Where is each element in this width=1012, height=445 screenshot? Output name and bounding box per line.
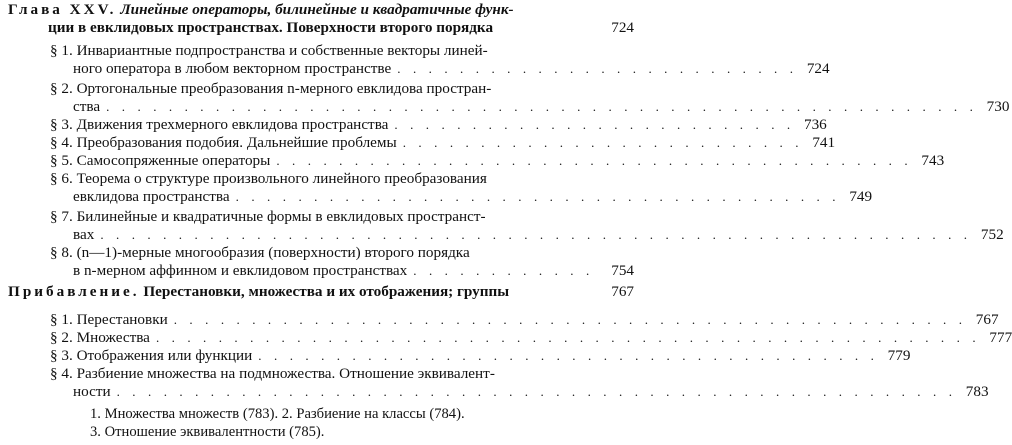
leader-dots: . . . . . . . . . . . . . . . . . . . . . . . . . . . . . . . . . . . . . . . (235, 189, 841, 204)
leader-dots: . . . . . . . . . . . . . . . . . . . . . . . . . . . . . . . . . . . . . . . . . . . . . . . . . . . . . . . . (100, 227, 972, 242)
section-title: Инвариантные подпространства и собственные векторы линей- (76, 42, 488, 59)
appendix-heading (8, 283, 634, 301)
section-title: Разбиение множества на подмножества. Отношение эквивалент- (76, 365, 495, 382)
section-page: 749 (849, 188, 873, 205)
section-page: 741 (812, 134, 836, 151)
section-number: § 6. (50, 170, 73, 187)
appendix-entry-4-line1 (50, 365, 634, 383)
section-page: 724 (806, 60, 830, 77)
toc-entry-2-line2 (73, 98, 1010, 116)
section-number: § 5. (50, 152, 73, 169)
toc-entry-8-line1 (50, 244, 634, 262)
chapter-title-line2: ции в евклидовых пространствах. Поверхности второго порядка (48, 19, 494, 36)
section-title: Преобразования подобия. Дальнейшие проблемы (76, 134, 397, 151)
section-title-cont: ства (73, 98, 101, 115)
section-page: 767 (975, 311, 999, 328)
toc-entry-2-line1 (50, 80, 634, 98)
section-number: § 3. (50, 347, 73, 364)
toc-entry-7-line2 (73, 226, 1004, 244)
section-page: 752 (980, 226, 1004, 243)
section-page: 777 (989, 329, 1012, 346)
section-title-cont: ности (73, 383, 111, 400)
appendix-subitems-line1: 1. Множества множеств (783). 2. Разбиение на классы (784). (90, 406, 465, 422)
section-page: 779 (887, 347, 911, 364)
section-number: § 7. (50, 208, 73, 225)
section-title: Ортогональные преобразования n-мерного евклидова простран- (76, 80, 492, 97)
appendix-entry-4-line2 (73, 383, 989, 401)
section-title-cont: евклидова пространства (73, 188, 230, 205)
section-title: Движения трехмерного евклидова пространства (76, 116, 389, 133)
leader-dots: . . . . . . . . . . . . . . . . . . . . . . . . . . . . . . . . . . . . . . . . . (276, 153, 913, 168)
section-title-cont: вах (73, 226, 95, 243)
section-page: 743 (921, 152, 945, 169)
toc-entry-1-line1 (50, 42, 634, 60)
leader-dots: . . . . . . . . . . . . . . . . . . . . . . . . . . (394, 117, 795, 132)
section-page: 754 (611, 262, 634, 279)
leader-dots: . . . . . . . . . . . . . . . . . . . . . . . . . . . . . . . . . . . . . . . . . . . . . . . . . . . . . . (116, 384, 957, 399)
toc-entry-7-line1 (50, 208, 634, 226)
section-number: § 2. (50, 329, 73, 346)
appendix-entry-3 (50, 347, 911, 365)
chapter-label: Глава XXV. (8, 1, 117, 18)
section-number: § 1. (50, 42, 73, 59)
section-page: 783 (965, 383, 989, 400)
toc-entry-5 (50, 152, 945, 170)
appendix-entry-1 (50, 311, 999, 329)
section-title: Билинейные и квадратичные формы в евклидовых пространст- (76, 208, 486, 225)
section-number: § 4. (50, 365, 73, 382)
section-title-cont: ного оператора в любом векторном пространстве (73, 60, 392, 77)
appendix-entry-2 (50, 329, 1012, 347)
section-number: § 2. (50, 80, 73, 97)
toc-entry-3 (50, 116, 827, 134)
section-number: § 4. (50, 134, 73, 151)
section-title: Теорема о структуре произвольного линейного преобразования (76, 170, 487, 187)
section-title-cont: в n-мерном аффинном и евклидовом пространствах (73, 262, 408, 279)
leader-dots: . . . . . . . . . . . . . . . . . . . . . . . . . . . . . . . . . . . . . . . . . . . . . . . . . . . . . . . . (106, 99, 978, 114)
leader-dots: . . . . . . . . . . . . . . . . . . . . . . . . . . . . . . . . . . . . . . . . (258, 348, 879, 363)
toc-entry-1-line2 (73, 60, 830, 78)
leader-dots: . . . . . . . . . . . . . . . . . . . . . . . . . . . . . . . . . . . . . . . . . . . . . . . . . . . . . (155, 330, 981, 345)
chapter-heading-line1 (8, 1, 634, 19)
section-number: § 8. (50, 244, 73, 261)
section-number: § 1. (50, 311, 73, 328)
appendix-title: Перестановки, множества и их отображения; группы (143, 283, 510, 300)
section-number: § 3. (50, 116, 73, 133)
toc-entry-6-line2 (73, 188, 873, 206)
appendix-page-number: 767 (611, 283, 634, 300)
leader-dots: . . . . . . . . . . . . (413, 263, 594, 278)
chapter-title-line1: Линейные операторы, билинейные и квадратичные функ- (120, 1, 514, 18)
leader-dots: . . . . . . . . . . . . . . . . . . . . . . . . . . (397, 61, 798, 76)
leader-dots: . . . . . . . . . . . . . . . . . . . . . . . . . . . . . . . . . . . . . . . . . . . . . . . . . . . (173, 312, 967, 327)
section-title: (n—1)-мерные многообразия (поверхности) второго порядка (76, 244, 470, 261)
section-title: Перестановки (76, 311, 168, 328)
section-title: Множества (76, 329, 150, 346)
toc-entry-4 (50, 134, 836, 152)
leader-dots: . . . . . . . . . . . . . . . . . . . . . . . . . . (402, 135, 804, 150)
section-page: 736 (803, 116, 827, 133)
toc-entry-8-line2 (73, 262, 634, 280)
section-title: Отображения или функции (76, 347, 253, 364)
section-title: Самосопряженные операторы (76, 152, 271, 169)
toc-entry-6-line1 (50, 170, 634, 188)
section-page: 730 (986, 98, 1010, 115)
chapter-heading-line2 (48, 19, 634, 37)
chapter-page-number: 724 (611, 19, 634, 36)
appendix-subitems-line2: 3. Отношение эквивалентности (785). (90, 424, 325, 440)
appendix-label: Прибавление. (8, 283, 140, 300)
